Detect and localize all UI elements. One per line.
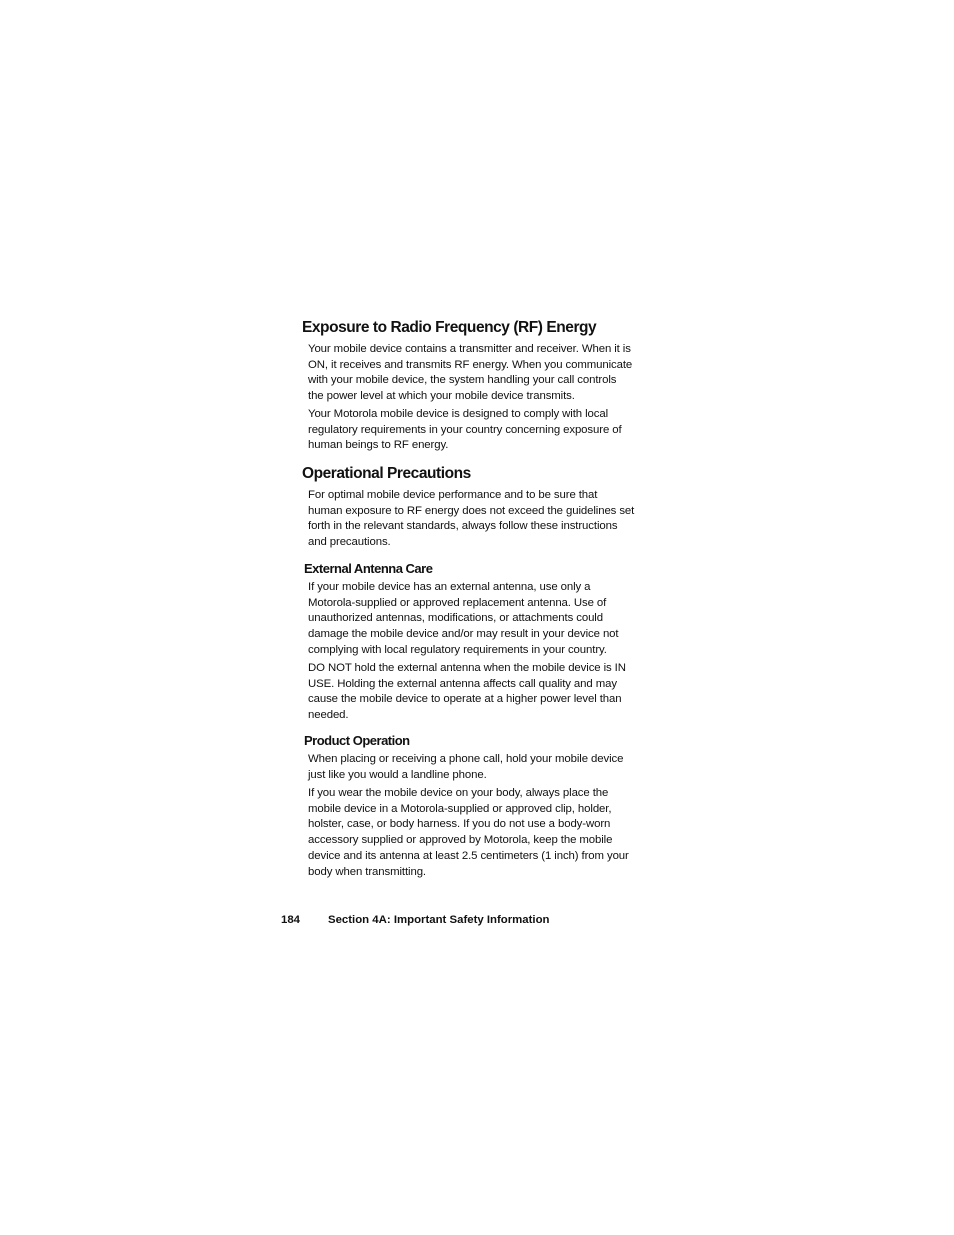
text-line: Your mobile device contains a transmitter and receiver. When it is xyxy=(308,343,631,355)
paragraph-rf-device-transmitter xyxy=(308,342,668,405)
text-line: DO NOT hold the external antenna when the mobile device is IN xyxy=(308,662,626,674)
paragraph-body-worn xyxy=(308,786,668,880)
text-line: just like you would a landline phone. xyxy=(308,768,487,781)
text-line: cause the mobile device to operate at a higher power level than xyxy=(308,693,622,706)
text-line: Your Motorola mobile device is designed to comply with local xyxy=(308,408,609,420)
text-line: human exposure to RF energy does not exceed the guidelines set xyxy=(308,504,635,517)
text-line: human beings to RF energy. xyxy=(308,439,449,452)
text-line: ON, it receives and transmits RF energy. When you communicate xyxy=(308,358,633,371)
text-line: regulatory requirements in your country concerning exposure of xyxy=(308,423,622,436)
paragraph-antenna-replacement xyxy=(308,580,668,659)
paragraph-antenna-do-not-hold xyxy=(308,661,668,724)
text-line: holster, case, or body harness. If you do not use a body-worn xyxy=(308,818,611,831)
text-line: damage the mobile device and/or may result in your device not xyxy=(308,628,619,641)
text-line: complying with local regulatory requirements in your country. xyxy=(308,643,607,656)
text-line: If you wear the mobile device on your body, always place the xyxy=(308,787,609,799)
text-line: mobile device in a Motorola-supplied or approved clip, holder, xyxy=(308,802,612,815)
heading-product-operation: Product Operation xyxy=(304,733,410,748)
text-line: needed. xyxy=(308,709,349,722)
heading-rf-energy: Exposure to Radio Frequency (RF) Energy xyxy=(302,319,597,336)
page-number: 184 xyxy=(281,914,301,926)
text-line: and precautions. xyxy=(308,536,391,549)
heading-operational-precautions: Operational Precautions xyxy=(302,465,471,482)
text-line: Motorola-supplied or approved replacement antenna. Use of xyxy=(308,596,607,609)
paragraph-optimal-performance xyxy=(308,488,668,551)
text-line: the power level at which your mobile device transmits. xyxy=(308,390,575,403)
text-line: accessory supplied or approved by Motorola, keep the mobile xyxy=(308,834,613,847)
text-line: USE. Holding the external antenna affects call quality and may xyxy=(308,677,617,690)
text-line: If your mobile device has an external antenna, use only a xyxy=(308,581,591,593)
footer-section-title: Section 4A: Important Safety Information xyxy=(328,914,550,926)
heading-external-antenna-care: External Antenna Care xyxy=(304,561,433,576)
text-line: forth in the relevant standards, always follow these instructions xyxy=(308,520,618,533)
paragraph-rf-compliance xyxy=(308,407,668,454)
text-line: When placing or receiving a phone call, hold your mobile device xyxy=(308,753,624,765)
text-line: For optimal mobile device performance and to be sure that xyxy=(308,489,598,501)
text-line: unauthorized antennas, modifications, or attachments could xyxy=(308,612,603,625)
text-line: device and its antenna at least 2.5 centimeters (1 inch) from your xyxy=(308,849,629,862)
text-line: body when transmitting. xyxy=(308,865,426,878)
paragraph-placing-call xyxy=(308,752,668,783)
text-line: with your mobile device, the system handling your call controls xyxy=(308,374,617,387)
